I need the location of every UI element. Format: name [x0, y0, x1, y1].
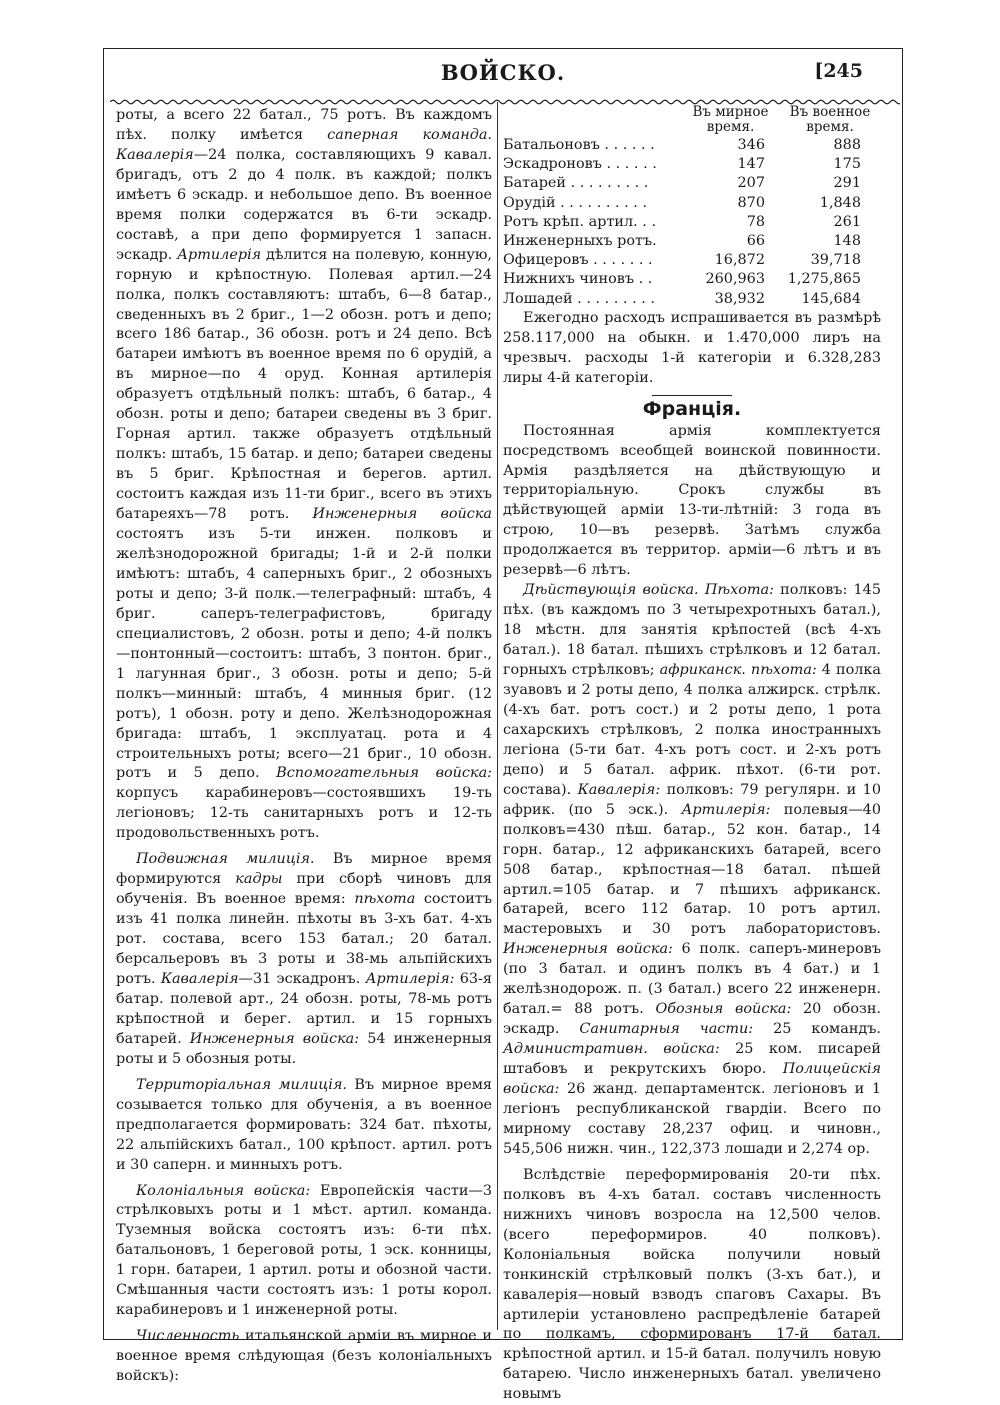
- text-run: итальянской арміи въ мирное и военное время слѣдующая (безъ колоніальныхъ войскъ):: [116, 1328, 492, 1385]
- italic-term: Артилерія:: [681, 801, 771, 818]
- war-value: 291: [833, 175, 861, 192]
- italic-term: Артилерія:: [365, 970, 455, 987]
- text-run: дѣлится на полевую, конную, горную и крѣпостную. Полевая артил.—24 полка, полкъ составляютъ: штабъ, 6—8 батар., сведенныхъ въ 2 бриг., 1—2 обозн. ротъ и депо; всего 186 батар., 36 обозн. ротъ и 24 депо. Всѣ батареи имѣютъ въ военное время по 6 орудій, а въ мирное—по 4 оруд. Конная артилерія образуетъ отдѣльный полкъ: штабъ, 6 батар., 4 обозн. роты и депо; батареи сведены въ 3 бриг. Горная артил. также образуетъ отдѣльный полкъ: штабъ, 15 батар. и депо; батареи сведены въ 5 бриг. Крѣпостная и берегов. артил. состоитъ каждая изъ 11-ти бриг., всего въ этихъ батареяхъ—78 ротъ.: [116, 246, 492, 523]
- italic-term: Колоніальныя войска:: [136, 1182, 311, 1199]
- peace-value: 147: [737, 156, 765, 173]
- paragraph-army-strength: [116, 1327, 492, 1387]
- peace-value: 78: [746, 213, 765, 230]
- text-run: полевыя—40 полковъ=430 пѣш. батар., 52 кон. батар., 14 горн. батар., 12 африканскихъ батарей, всего 508 батар., крѣпостная—18 батал. пѣшей артил.=105 батар. и 7 пѣшихъ африканск. батарей, всего 112 батар. 10 ротъ артил. мастеровыхъ и 30 ротъ лаборатористовъ.: [503, 801, 881, 938]
- peace-value: 66: [746, 233, 765, 250]
- row-label: Нижнихъ чиновъ . .: [503, 271, 653, 288]
- row-label: Эскадроновъ . . . . . .: [503, 156, 657, 173]
- italic-term: кадры: [235, 871, 283, 888]
- row-label: Орудій . . . . . . . . . .: [503, 194, 648, 211]
- table-row: [503, 136, 881, 155]
- page-number: [245: [814, 60, 863, 82]
- war-value: 175: [833, 156, 861, 173]
- table-row: [503, 155, 881, 174]
- italic-term: пѣхота: [354, 891, 416, 908]
- header-peace: Въ мирное время.: [692, 104, 769, 135]
- row-label: Батальоновъ . . . . . .: [503, 137, 655, 153]
- text-run: Европейскія части—3 стрѣлковыхъ роты и 1 мѣст. артил. команда. Туземныя войска состоятъ изъ: 6-ти пѣх. батальоновъ, 1 береговой роты, 1 эск. конницы, 1 горн. батареи, 1 артил. роты и обозной части. Смѣшанныя части состоятъ изъ: 1 роты корол. карабинеровъ и 1 инженерной роты.: [116, 1182, 492, 1319]
- italic-term: Вспомогательныя войска:: [276, 765, 492, 782]
- italic-term: Артилерія: [177, 246, 262, 263]
- war-value: 261: [833, 213, 861, 230]
- table-row: [503, 290, 881, 309]
- section-heading-france: Франція.: [642, 397, 742, 420]
- text-run: 25 ком. писарей штабовъ и рекрутскихъ бюро.: [503, 1041, 881, 1078]
- text-run: полковъ: 79 регулярн. и 10 африк. (по 5 эск.).: [503, 781, 881, 818]
- strength-table: [503, 104, 881, 309]
- italic-term: Инженерныя войска: [312, 506, 493, 523]
- paragraph-france-reforms: Вслѣдствіе переформированія 20-ти пѣх. полковъ въ 4-хъ батал. составъ численность нижнихъ чиновъ возросла на 12,500 челов. (всего переформиров. 40 полковъ). Колоніальныя войска получили новый тонкинскій стрѣлковый полкъ (3-хъ бат.), и кавалерія—новый взводъ спаговъ Сахары. Въ артилеріи установлено распредѣленіе батарей по полкамъ, сформированъ 17-й батал. крѣпостной артил. и 15-й батал. получилъ новую батарею. Число инженерныхъ батал. увеличено новымъ: [503, 1166, 881, 1403]
- paragraph-colonial-troops: [116, 1182, 492, 1322]
- peace-value: 207: [737, 175, 765, 192]
- italic-term: Инженерныя войска:: [503, 941, 673, 958]
- text-run: 25 командъ.: [753, 1021, 881, 1038]
- italic-term: Территоріальная милиція.: [136, 1076, 347, 1093]
- peace-value: 38,932: [714, 290, 765, 307]
- column-divider: [497, 102, 498, 1330]
- text-run: Въ мирное время формируются: [116, 851, 493, 888]
- table-row: [503, 232, 881, 251]
- row-label: Офицеровъ . . . . . . .: [503, 252, 653, 269]
- italic-term: саперная команда. Кавалерія: [116, 126, 492, 163]
- italic-term: Подвижная милиція.: [136, 851, 315, 868]
- left-column: [116, 106, 492, 1387]
- right-column: [503, 104, 881, 1405]
- text-run: 6 полк. саперъ-минеровъ (по 3 батал. и одинъ полкъ въ 4 бат.) и 1 желѣзнодорож. п. (3 батал.) всего 22 инженерн. батал.= 88 ротъ.: [503, 941, 881, 1018]
- war-value: 1,848: [819, 194, 861, 211]
- header-war: Въ военное время.: [789, 104, 871, 135]
- italic-term: Полицейскія войска:: [503, 1061, 881, 1098]
- italic-term: Обозныя войска:: [655, 1001, 792, 1018]
- text-run: при сборѣ чиновъ для обученія. Въ военное время:: [116, 871, 492, 908]
- war-value: 145,684: [801, 290, 861, 307]
- paragraph-annual-expense: Ежегодно расходъ испрашивается въ размѣрѣ 258.117,000 на обыкн. и 1.470,000 лиръ на чрезвыч. расходы 1-й категоріи и 6.328,283 лиры 4-й категоріи.: [503, 309, 881, 386]
- table-row: [503, 194, 881, 213]
- peace-value: 260,963: [705, 271, 765, 288]
- war-value: 148: [833, 233, 861, 250]
- paragraph-territorial-militia: [116, 1076, 492, 1176]
- table-row: [503, 213, 881, 232]
- row-label: Инженерныхъ ротъ.: [503, 233, 657, 250]
- text-run: 26 жанд. департаментск. легіоновъ и 1 легіонъ республиканской гвардіи. Всего по мирному составу 28,237 офиц. и чиновн., 545,506 нижн. чин., 122,373 лошади и 2,274 ор.: [503, 1081, 881, 1157]
- text-run: —31 эскадронъ.: [238, 970, 366, 987]
- text-run: —24 полка, составляющихъ 9 кавал. бригадъ, отъ 2 до 4 полк. въ каждой; полкъ имѣетъ 6 эскадр. и небольшое депо. Въ военное время полки содержатся въ 6-ти эскадр. составѣ, а при депо формируется 1 запасн. эскадр.: [116, 146, 492, 263]
- table-corner: [503, 104, 682, 136]
- text-run: состоятъ изъ 5-ти инжен. полковъ и желѣзнодорожной бригады; 1-й и 2-й полки имѣютъ: штабъ, 4 саперныхъ бриг., 2 обозныхъ роты и депо; 3-й полк.—телеграфный: штабъ, 4 бриг. саперъ-телеграфистовъ, бригаду специалистовъ, 2 обозн. роты и депо; 4-й полкъ—понтонный—состоитъ: штабъ, 3 понтон. бриг., 1 лагунная бриг., 3 обозн. роты и депо; 5-й полкъ—минный: штабъ, 4 минныя бриг. (12 ротъ), 1 обозн. роту и депо. Желѣзнодорожная бригада: штабъ, 1 эксплуатац. рота и 4 строительныхъ роты; всего—21 бриг., 10 обозн. ротъ и 5 депо.: [116, 526, 492, 782]
- italic-term: Административн. войска:: [503, 1041, 720, 1058]
- italic-term: Инженерныя войска:: [189, 1030, 360, 1047]
- peace-value: 346: [737, 137, 765, 153]
- running-title: ВОЙСКО.: [440, 60, 566, 85]
- text-run: состоитъ изъ 41 полка линейн. пѣхоты въ 3-хъ бат. 4-хъ рот. состава, всего 153 батал.; 20 батал. берсальеровъ въ 3 роты и 38-мь альпійскихъ ротъ.: [116, 891, 492, 987]
- italic-term: Дѣйствующія войска. Пѣхота:: [523, 582, 774, 599]
- text-run: полковъ: 145 пѣх. (въ каждомъ по 3 четырехротныхъ батал.), 18 мѣстн. для занятія крѣпостей (всѣ 4-хъ батал.). 18 батал. пѣшихъ стрѣлковъ и 12 батал. горныхъ стрѣлковъ;: [503, 582, 881, 679]
- text-run: 63-я батар. полевой арт., 24 обозн. роты, 78-мь ротъ крѣпостной и берег. артил. и 15 горныхъ батарей.: [116, 970, 492, 1047]
- row-label: Ротъ крѣп. артил. . .: [503, 213, 657, 230]
- paragraph-france-active-troops: [503, 581, 881, 1160]
- table-row: [503, 174, 881, 193]
- italic-term: Кавалерія: [160, 970, 239, 987]
- table-row: [503, 251, 881, 270]
- paragraph-mobile-militia: [116, 850, 492, 1069]
- italic-term: Численность: [136, 1328, 240, 1345]
- text-run: Въ мирное время созывается только для обученія, а въ военное предполагается формировать: 324 бат. пѣхоты, 22 альпійскихъ батал., 100 крѣпост. артил. ротъ и 30 саперн. и минныхъ ротъ.: [116, 1076, 492, 1173]
- war-value: 1,275,865: [787, 271, 861, 288]
- table-row: [503, 270, 881, 289]
- italic-term: Санитарныя части:: [579, 1021, 754, 1038]
- war-value: 888: [833, 137, 861, 153]
- italic-term: африканск. пѣхота:: [659, 662, 817, 679]
- row-label: Батарей . . . . . . . . .: [503, 175, 649, 192]
- running-header: [103, 60, 903, 92]
- peace-value: 16,872: [714, 252, 765, 269]
- italic-term: Кавалерія:: [577, 781, 661, 798]
- text-run: 54 инженерныя роты и 5 обозныя роты.: [116, 1030, 492, 1067]
- row-label: Лошадей . . . . . . . . .: [503, 290, 655, 307]
- text-run: роты, а всего 22 батал., 75 ротъ. Въ каждомъ пѣх. полку имѣется: [116, 107, 492, 143]
- paragraph-italian-army: [116, 106, 492, 844]
- section-rule: [652, 395, 732, 396]
- text-run: 4 полка зуавовъ и 2 роты депо, 4 полка алжирск. стрѣлк. (4-хъ бат. ротъ сост.) и 2 роты депо, 1 рота сахарскихъ стрѣлковъ, 2 полка иностранныхъ легіона (5-ти бат. 4-хъ ротъ сост. и 2-хъ ротъ депо) и 5 батал. африк. пѣхот. (6-ти рот. состава).: [503, 662, 881, 798]
- peace-value: 870: [737, 194, 765, 211]
- text-run: корпусъ карабинеровъ—состоявшихъ 19-ть легіоновъ; 12-ть санитарныхъ ротъ и 12-ть продовольственныхъ ротъ.: [116, 785, 492, 842]
- text-run: 20 обозн. эскадр.: [503, 1001, 881, 1038]
- war-value: 39,718: [810, 252, 861, 269]
- paragraph-france-service: Постоянная армія комплектуется посредствомъ всеобщей воинской повинности. Армія раздѣляется на дѣйствующую и территоріальную. Срокъ службы въ дѣйствующей арміи 13-ти-лѣтній: 3 года въ строю, 10—въ резервѣ. Затѣмъ служба продолжается въ территор. арміи—6 лѣтъ и въ резервѣ—6 лѣтъ.: [503, 422, 881, 579]
